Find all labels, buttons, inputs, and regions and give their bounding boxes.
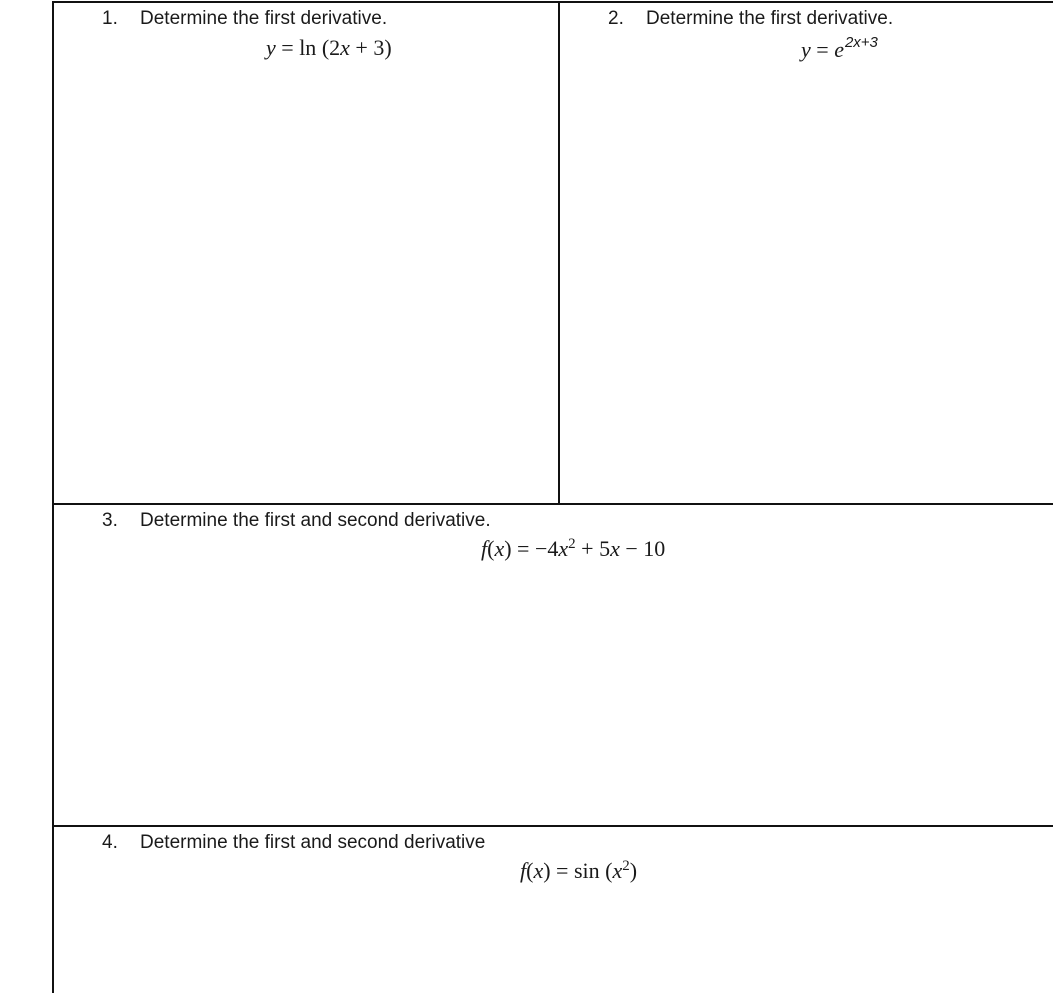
formula-3-term2-var: x — [610, 536, 620, 561]
problem-2-formula — [801, 34, 878, 66]
problem-4-cell — [54, 827, 1053, 993]
formula-4-equals: = — [556, 858, 569, 883]
formula-1-arg-open: (2 — [321, 35, 341, 60]
formula-4-arg-pow: 2 — [622, 857, 630, 874]
problem-4-text: Determine the first and second derivative — [140, 832, 486, 853]
formula-4-fn: f — [520, 858, 527, 883]
problem-2-text: Determine the first derivative. — [646, 8, 894, 29]
problem-3-prompt — [102, 510, 491, 532]
problem-3-number: 3. — [102, 510, 118, 531]
problem-4-formula — [520, 858, 637, 884]
formula-4-var: x — [533, 858, 544, 883]
formula-1-arg-close: + 3) — [355, 35, 392, 60]
problem-2-prompt — [608, 8, 893, 30]
formula-2-base: e — [834, 37, 844, 62]
problem-1-text: Determine the first derivative. — [140, 8, 388, 29]
formula-2-exponent: 2x+3 — [844, 34, 878, 51]
formula-3-term3: − 10 — [625, 536, 666, 561]
problem-4-prompt — [102, 832, 485, 854]
formula-4-trig: sin — [573, 858, 600, 883]
formula-1-fn: ln — [299, 35, 317, 60]
formula-3-close: ) — [504, 536, 512, 561]
problem-3-formula — [481, 536, 665, 562]
problem-3-text: Determine the first and second derivative. — [140, 510, 491, 531]
formula-4-close: ) — [543, 858, 551, 883]
problem-1-number: 1. — [102, 8, 118, 29]
problem-3-cell — [54, 505, 1053, 825]
formula-3-fn: f — [481, 536, 488, 561]
formula-4-arg-close: ) — [629, 858, 638, 883]
problem-2-number: 2. — [608, 8, 624, 29]
formula-4-arg-var: x — [612, 858, 623, 883]
formula-2-lhs: y — [801, 37, 811, 62]
formula-3-open: ( — [487, 536, 495, 561]
problem-1-cell — [54, 3, 558, 503]
formula-3-term1-coef: −4 — [534, 536, 559, 561]
formula-4-arg-open: ( — [605, 858, 613, 883]
problem-1-prompt — [102, 8, 387, 30]
formula-3-term2-op: + 5 — [581, 536, 611, 561]
formula-1-equals: = — [281, 35, 294, 60]
formula-3-equals: = — [517, 536, 530, 561]
formula-2-equals: = — [816, 37, 829, 62]
problem-1-formula — [266, 35, 392, 61]
formula-1-lhs: y — [266, 35, 276, 60]
formula-1-var: x — [340, 35, 350, 60]
formula-3-term1-pow: 2 — [568, 535, 576, 552]
problem-2-cell — [560, 3, 1053, 503]
formula-4-open: ( — [526, 858, 534, 883]
formula-3-term1-var: x — [558, 536, 569, 561]
formula-3-var: x — [494, 536, 505, 561]
problem-4-number: 4. — [102, 832, 118, 853]
